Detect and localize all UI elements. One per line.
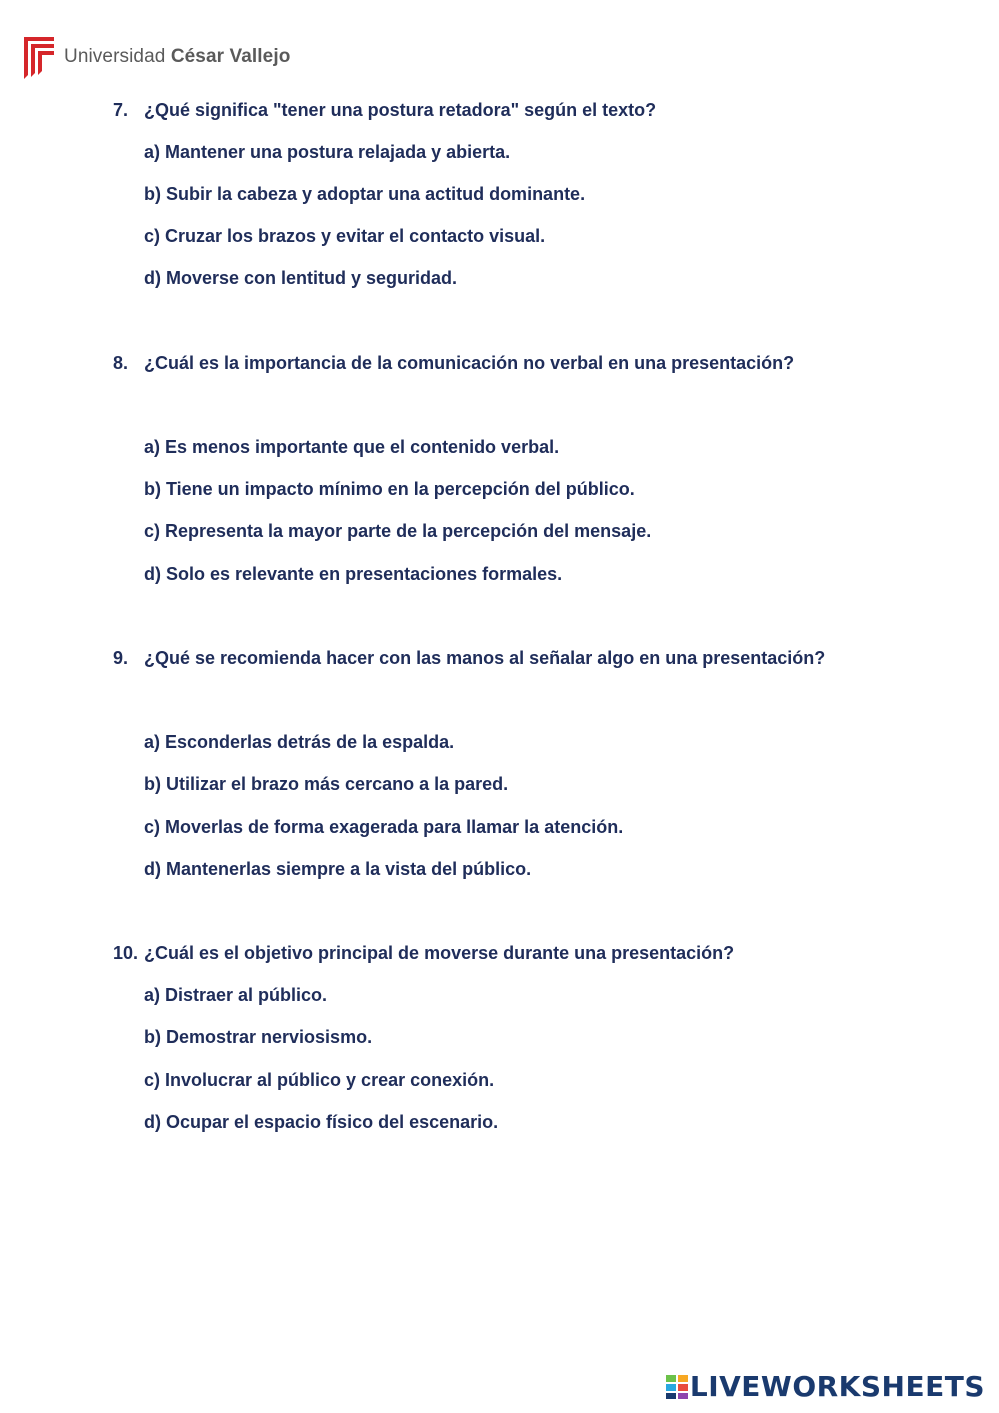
question-7-option-c[interactable]: c) Cruzar los brazos y evitar el contacto visual. <box>144 226 546 246</box>
question-10-option-b[interactable]: b) Demostrar nerviosismo. <box>144 1027 373 1047</box>
question-9 <box>113 646 973 670</box>
question-7-option-d[interactable]: d) Moverse con lentitud y seguridad. <box>144 268 458 288</box>
question-9-option-b[interactable]: b) Utilizar el brazo más cercano a la pared. <box>144 774 509 794</box>
question-number: 8. <box>113 353 129 373</box>
question-10-option-d[interactable]: d) Ocupar el espacio físico del escenario. <box>144 1112 499 1132</box>
question-8-option-a[interactable]: a) Es menos importante que el contenido verbal. <box>144 437 560 457</box>
question-9-option-a[interactable]: a) Esconderlas detrás de la espalda. <box>144 732 455 752</box>
question-9-option-c[interactable]: c) Moverlas de forma exagerada para llamar la atención. <box>144 817 624 837</box>
liveworksheets-footer <box>666 1370 985 1403</box>
question-8-option-b[interactable]: b) Tiene un impacto mínimo en la percepción del público. <box>144 479 635 499</box>
question-10 <box>113 941 973 965</box>
question-8-option-c[interactable]: c) Representa la mayor parte de la percepción del mensaje. <box>144 521 652 541</box>
question-10-option-a[interactable]: a) Distraer al público. <box>144 985 328 1005</box>
question-8-option-d[interactable]: d) Solo es relevante en presentaciones formales. <box>144 564 563 584</box>
question-number: 10. <box>113 943 139 963</box>
liveworksheets-brand: LIVEWORKSHEETS <box>689 1370 985 1403</box>
question-text: ¿Cuál es la importancia de la comunicación no verbal en una presentación? <box>144 353 795 373</box>
question-text: ¿Qué se recomienda hacer con las manos al señalar algo en una presentación? <box>144 648 826 668</box>
university-header <box>22 34 290 80</box>
question-7 <box>113 98 973 122</box>
university-logo-icon <box>22 35 56 79</box>
question-number: 9. <box>113 648 129 668</box>
question-7-option-a[interactable]: a) Mantener una postura relajada y abierta. <box>144 142 511 162</box>
university-name <box>64 46 290 68</box>
liveworksheets-logo-icon <box>666 1375 688 1399</box>
university-name-bold: César Vallejo <box>170 46 291 67</box>
question-8 <box>113 351 973 375</box>
question-7-option-b[interactable]: b) Subir la cabeza y adoptar una actitud dominante. <box>144 184 586 204</box>
question-text: ¿Cuál es el objetivo principal de moverse durante una presentación? <box>144 943 735 963</box>
question-text: ¿Qué significa "tener una postura retadora" según el texto? <box>144 100 657 120</box>
question-number: 7. <box>113 100 129 120</box>
university-name-regular: Universidad <box>64 46 171 67</box>
question-10-option-c[interactable]: c) Involucrar al público y crear conexión. <box>144 1070 495 1090</box>
question-9-option-d[interactable]: d) Mantenerlas siempre a la vista del público. <box>144 859 532 879</box>
